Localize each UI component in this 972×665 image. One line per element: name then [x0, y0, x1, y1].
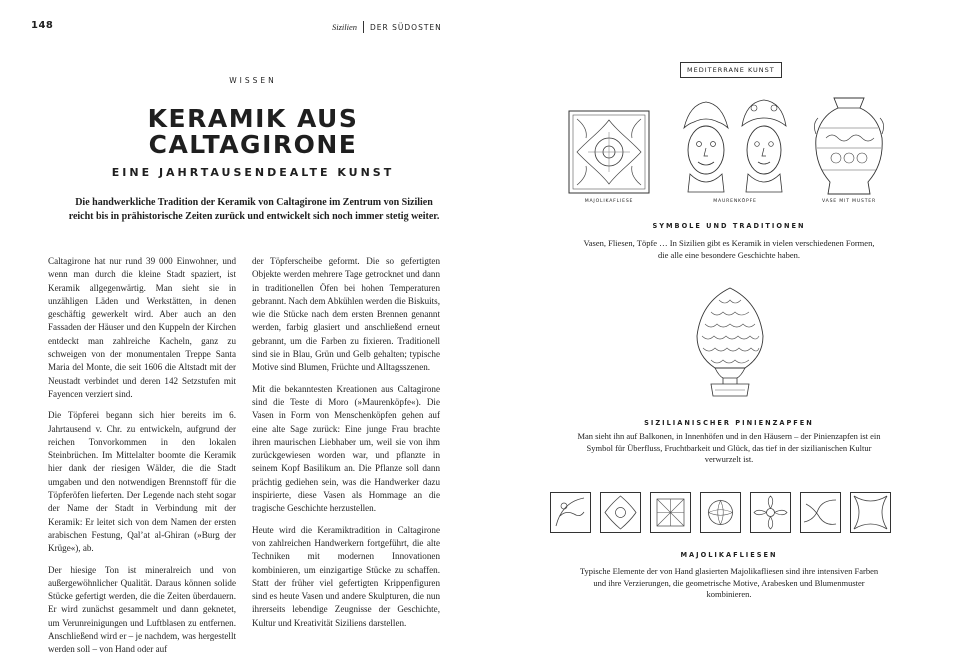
pine-cone-section-text: Man sieht ihn auf Balkonen, in Innenhöfen und in den Häusern – der Pinienzapfen ist ein Symbol für Überfluss, Fruchtbarkeit und Glück, das tief in der sizilianischen Kultur verwurzelt ist.: [577, 431, 881, 464]
article-column-2: [252, 255, 440, 638]
article-subtitle: EINE JAHRTAUSENDEALTE KUNST: [111, 166, 395, 179]
pine-cone-section-title: SIZILIANISCHER PINIENZAPFEN: [644, 419, 814, 427]
running-header-chapter: DER SÜDOSTEN: [370, 22, 442, 32]
vase-caption: VASE MIT MUSTER: [822, 199, 876, 204]
majolica-tiles-row: [550, 492, 891, 533]
tile-icon: [750, 492, 791, 533]
paragraph: Heute wird die Keramiktradition in Caltagirone von zahlreichen Handwerkern fortgeführt, die alte Techniken mit modernen Innovationen kombinieren, um einzigartige Stücke zu schaffen. Statt der früher viel gefertigten Krippenfiguren sind es heute Vasen und andere Skulpturen, die nun ihrerseits lebendige Zeugnisse der Geschichte, Kultur und Kreativität Siziliens darstellen.: [252, 524, 440, 628]
running-header: [332, 21, 442, 33]
tile-icon: [850, 492, 891, 533]
paragraph: Der hiesige Ton ist mineralreich und von außergewöhnlicher Qualität. Daraus können solide Stücke gefertigt werden, die die Zeiten überdauern. Er wird zunächst gesammelt und dann geknetet, um Verunreinigungen und Luftblasen zu entfernen. Anschließend wird er – je nachdem, was hergestellt werden soll – von Hand oder auf: [48, 564, 236, 655]
article-title-line2: CALTAGIRONE: [148, 130, 358, 159]
heads-caption: MAURENKÖPFE: [713, 199, 757, 204]
running-header-divider: [363, 21, 364, 33]
paragraph: der Töpferscheibe geformt. Die so gefertigten Objekte werden mehrere Tage getrocknet und dann in traditionellen Öfen bei hohen Temperaturen gebrannt. Nach dem Abkühlen werden die Biskuits, wie die Stücke nach dem ersten Brennen genannt werden, farbig glasiert und anschließend erneut gebrannt, um die Farben zu fixieren. Traditionell sind sie in Blau, Grün und Gelb gehalten; typische Motive sind Blumen, Früchte und Alltagsszenen.: [252, 256, 440, 373]
running-header-region: Sizilien: [332, 22, 358, 32]
majolica-section-title: MAJOLIKAFLIESEN: [680, 551, 778, 559]
pine-cone-illustration: [689, 286, 771, 400]
tile-icon: [550, 492, 591, 533]
tile-icon: [800, 492, 841, 533]
article-title-line1: KERAMIK AUS: [147, 104, 359, 133]
paragraph: Mit die bekanntesten Kreationen aus Caltagirone sind die Teste di Moro (»Maurenköpfe«). Die Vasen in Form von Menschenköpfen gehen auf eine alte Sage zurück: Eine junge Frau brachte ihren maurischen Liebhaber um, weil sie von ihm zurückgewiesen worden war, und pflanzte in seinem Kopf Basilikum an. Die Pflanze soll dann prächtig gediehen sein, was die Handwerker dazu inspirierte, diese Vasen als Hommage an die tragische Geschichte herzustellen.: [252, 383, 440, 514]
sidebar-box-label: MEDITERRANE KUNST: [680, 62, 782, 78]
moors-heads-illustration: [676, 98, 794, 196]
patterned-vase-illustration: [810, 94, 888, 198]
paragraph: Caltagirone hat nur rund 39 000 Einwohner, und wenn man durch die kleine Stadt spaziert, ist Keramik allgegenwärtig. Man sieht sie in unzähligen Läden und Werkstätten, in denen geschäftig gewerkelt wird. Aber auch an den Fassaden der Häuser und den Kuppeln der Kirchen entdeckt man zahlreiche Kacheln, ganz zu schweigen von der monumentalen Treppe Santa Maria del Monte, die seit 1606 die Altstadt mit der Neustadt verbindet und deren 142 Setzstufen mit Fayencen verziert sind.: [48, 256, 236, 399]
page-number: 148: [31, 20, 54, 31]
majolica-tile-illustration: [568, 110, 650, 194]
tile-caption: MAJOLIKAFLIESE: [584, 199, 634, 204]
article-kicker: WISSEN: [229, 76, 277, 85]
article-lead: Die handwerkliche Tradition der Keramik von Caltagirone im Zentrum von Sizilien reicht bis in prähistorische Zeiten zurück und entwickelt sich noch immer stetig weiter.: [68, 197, 440, 222]
tile-icon: [700, 492, 741, 533]
paragraph: Die Töpferei begann sich hier bereits im 6. Jahrtausend v. Chr. zu entwickeln, aufgrund der reichen Tonvorkommen in den lokalen Steinbrüchen. Im Mittelalter boomte die Keramik hier dank der riesigen Wälder, die die Stadt umgaben und den notwendigen Brennstoff für die Töpferöfen lieferten. Der Legende nach steht sogar der Name der Stadt in Verbindung mit der Keramik: Er leitet sich von dem Namen der ersten arabischen Festung, Qal’at al-Ghiran (»Burg der Krüge«), ab.: [48, 410, 236, 554]
symbols-section-text: Vasen, Fliesen, Töpfe … In Sizilien gibt es Keramik in vielen verschiedenen Formen, die alle eine besondere Geschichte haben.: [583, 238, 875, 260]
article-column-1: [48, 255, 236, 665]
tile-icon: [650, 492, 691, 533]
symbols-section-title: SYMBOLE UND TRADITIONEN: [652, 222, 806, 230]
tile-icon: [600, 492, 641, 533]
majolica-section-text: Typische Elemente der von Hand glasierten Majolikafliesen sind ihre intensiven Farben und ihre Verzierungen, die geometrische Motive, Arabesken und Blumenmuster kombinieren.: [579, 566, 879, 599]
article-title: [100, 106, 406, 158]
